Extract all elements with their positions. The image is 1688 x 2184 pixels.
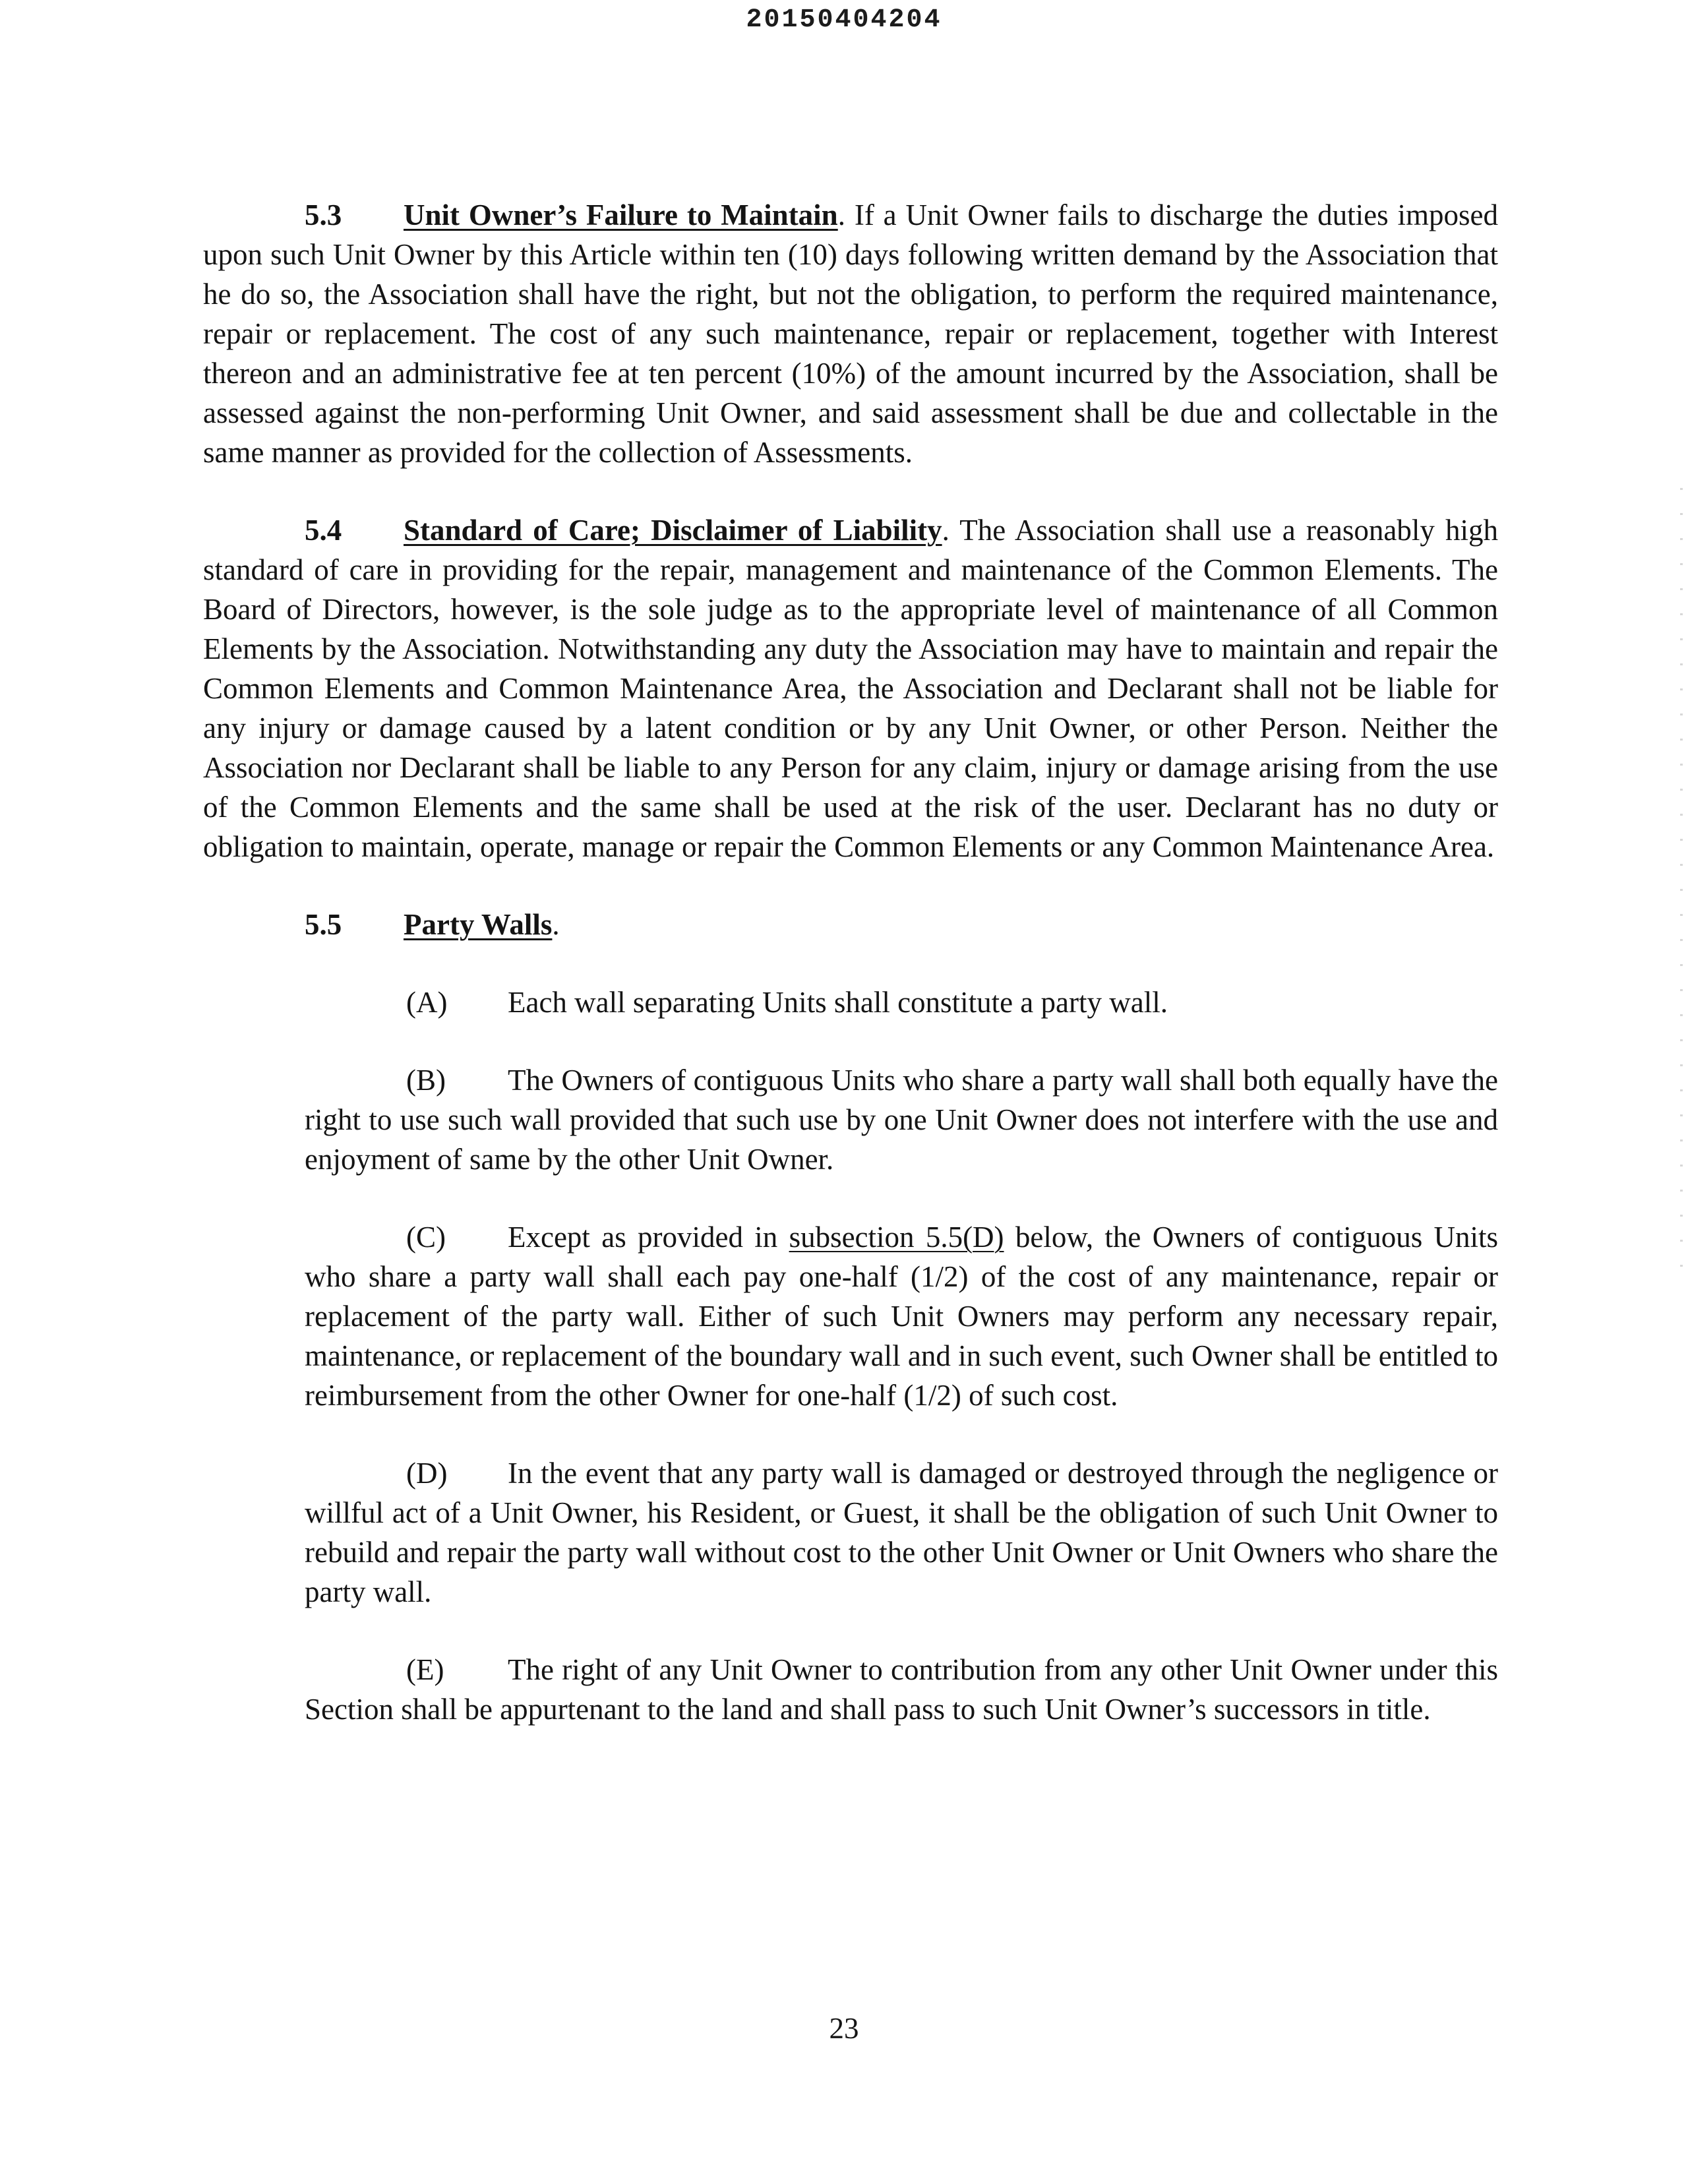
section-5-5-title: Party Walls xyxy=(404,908,553,941)
section-5-5-number: 5.5 xyxy=(305,908,342,941)
subsection-c-text-before: Except as provided in xyxy=(508,1221,778,1254)
subsection-b xyxy=(305,1060,1498,1179)
section-5-3-body: If a Unit Owner fails to discharge the duties imposed upon such Unit Owner by this Article within ten (10) days following written demand by the Association that he do so, the Association shall have the right, but not the obligation, to perform the required maintenance, repair or replacement. The cost of any such maintenance, repair or replacement, together with Interest thereon and an administrative fee at ten percent (10%) of the amount incurred by the Association, shall be assessed against the non-performing Unit Owner, and said assessment shall be due and collectable in the same manner as provided for the collection of Assessments. xyxy=(203,198,1498,469)
subsection-d xyxy=(305,1453,1498,1612)
section-5-4-title-period: . xyxy=(942,514,950,547)
subsection-d-label: (D) xyxy=(406,1457,448,1490)
section-5-3-title: Unit Owner’s Failure to Maintain xyxy=(404,198,838,231)
section-5-3 xyxy=(203,195,1498,472)
section-5-3-number: 5.3 xyxy=(305,198,342,231)
document-number: 20150404204 xyxy=(746,5,942,35)
subsection-a-label: (A) xyxy=(406,986,448,1019)
subsection-e xyxy=(305,1650,1498,1729)
subsection-c xyxy=(305,1217,1498,1415)
subsection-e-text: The right of any Unit Owner to contribution from any other Unit Owner under this Section shall be appurtenant to the land and shall pass to such Unit Owner’s successors in title. xyxy=(305,1653,1498,1726)
section-5-4-body: The Association shall use a reasonably high standard of care in providing for the repair, management and maintenance of the Common Elements. The Board of Directors, however, is the sole judge as to the appropriate level of maintenance of all Common Elements by the Association. Notwithstanding any duty the Association may have to maintain and repair the Common Elements and Common Maintenance Area, the Association and Declarant shall not be liable for any injury or damage caused by a latent condition or by any Unit Owner, or other Person. Neither the Association nor Declarant shall be liable to any Person for any claim, injury or damage arising from the use of the Common Elements and the same shall be used at the risk of the user. Declarant has no duty or obligation to maintain, operate, manage or repair the Common Elements or any Common Maintenance Area. xyxy=(203,514,1499,863)
subsection-c-label: (C) xyxy=(406,1221,446,1254)
section-5-5-heading xyxy=(203,905,1498,944)
subsection-5-5-d-reference: subsection 5.5(D) xyxy=(789,1221,1004,1254)
document-page xyxy=(203,195,1498,1767)
subsection-e-label: (E) xyxy=(406,1653,444,1686)
subsection-d-text: In the event that any party wall is damaged or destroyed through the negligence or willful act of a Unit Owner, his Resident, or Guest, it shall be the obligation of such Unit Owner to rebuild and repair the party wall without cost to the other Unit Owner or Unit Owners who share the party wall. xyxy=(305,1457,1498,1608)
section-5-4-title: Standard of Care; Disclaimer of Liability xyxy=(404,514,942,547)
subsection-a xyxy=(305,983,1498,1022)
subsection-b-label: (B) xyxy=(406,1064,446,1097)
section-5-4-number: 5.4 xyxy=(305,514,342,547)
section-5-3-title-period: . xyxy=(837,198,845,231)
section-5-4 xyxy=(203,510,1498,866)
section-5-5-title-period: . xyxy=(552,908,560,941)
scan-margin-marks xyxy=(1680,488,1683,1279)
subsection-a-text: Each wall separating Units shall constitute a party wall. xyxy=(508,986,1168,1019)
subsection-c-text-after: below, the Owners of contiguous Units who share a party wall shall each pay one-half (1/2) of the cost of any maintenance, repair or replacement of the party wall. Either of such Unit Owners may perform any necessary repair, maintenance, or replacement of the boundary wall and in such event, such Owner shall be entitled to reimbursement from the other Owner for one-half (1/2) of such cost. xyxy=(305,1221,1499,1412)
subsection-b-text: The Owners of contiguous Units who share a party wall shall both equally have the right to use such wall provided that such use by one Unit Owner does not interfere with the use and enjoyment of same by the other Unit Owner. xyxy=(305,1064,1498,1176)
page-number: 23 xyxy=(829,2012,859,2045)
